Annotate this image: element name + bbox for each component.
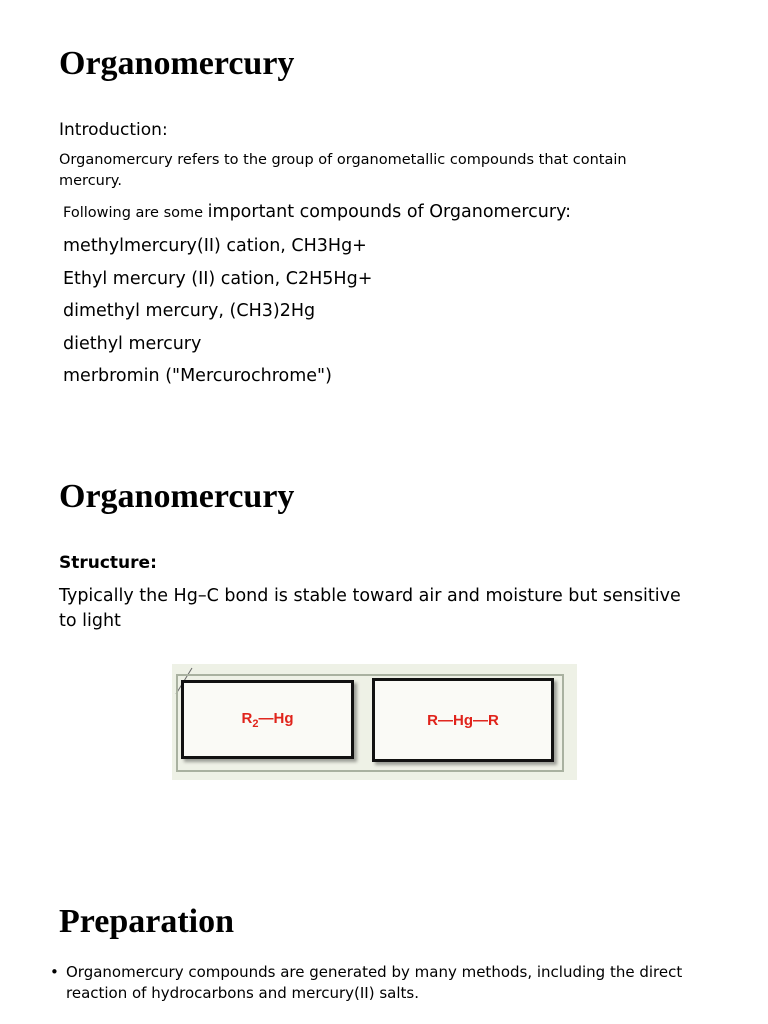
section3-title: Preparation — [59, 903, 235, 940]
structure-text-line-2: to light — [59, 611, 121, 631]
formula-box-right — [372, 678, 554, 762]
structure-heading: Structure: — [59, 553, 157, 573]
list-item: methylmercury(II) cation, CH3Hg+ — [63, 236, 367, 256]
formula-box-left — [181, 680, 354, 759]
introduction-text-line-2: mercury. — [59, 173, 122, 189]
section2-title: Organomercury — [59, 478, 295, 515]
formula-r2-hg-r: R — [241, 709, 253, 727]
list-item: merbromin ("Mercurochrome") — [63, 366, 332, 386]
structure-figure — [172, 664, 577, 780]
structure-text — [59, 584, 681, 634]
compound-list — [63, 230, 372, 393]
preparation-text-line-1: Organomercury compounds are generated by many methods, including the direct — [66, 963, 683, 981]
formula-r2-hg — [242, 710, 294, 730]
formula-r-hg-r: R—Hg—R — [427, 711, 499, 729]
list-item: diethyl mercury — [63, 333, 202, 354]
bullet-marker: • — [50, 963, 59, 981]
formula-r2-hg-subscript: 2 — [252, 717, 259, 730]
preparation-bullet — [50, 962, 726, 1004]
compounds-intro — [63, 201, 571, 224]
structure-text-line-1: Typically the Hg–C bond is stable toward air and moisture but sensitive — [59, 586, 681, 606]
introduction-text-line-1: Organomercury refers to the group of organometallic compounds that contain — [59, 152, 627, 168]
list-item: dimethyl mercury, (CH3)2Hg — [63, 301, 316, 321]
introduction-text — [59, 150, 627, 192]
preparation-text — [66, 962, 726, 1004]
compounds-intro-prefix: Following are some — [63, 205, 208, 221]
preparation-text-line-2: reaction of hydrocarbons and mercury(II) salts. — [66, 984, 419, 1002]
section1-title: Organomercury — [59, 45, 295, 82]
introduction-heading: Introduction: — [59, 120, 168, 140]
formula-r2-hg-rest: —Hg — [258, 709, 294, 727]
compounds-intro-suffix: important compounds of Organomercury: — [207, 202, 572, 222]
list-item: Ethyl mercury (II) cation, C2H5Hg+ — [63, 268, 373, 289]
